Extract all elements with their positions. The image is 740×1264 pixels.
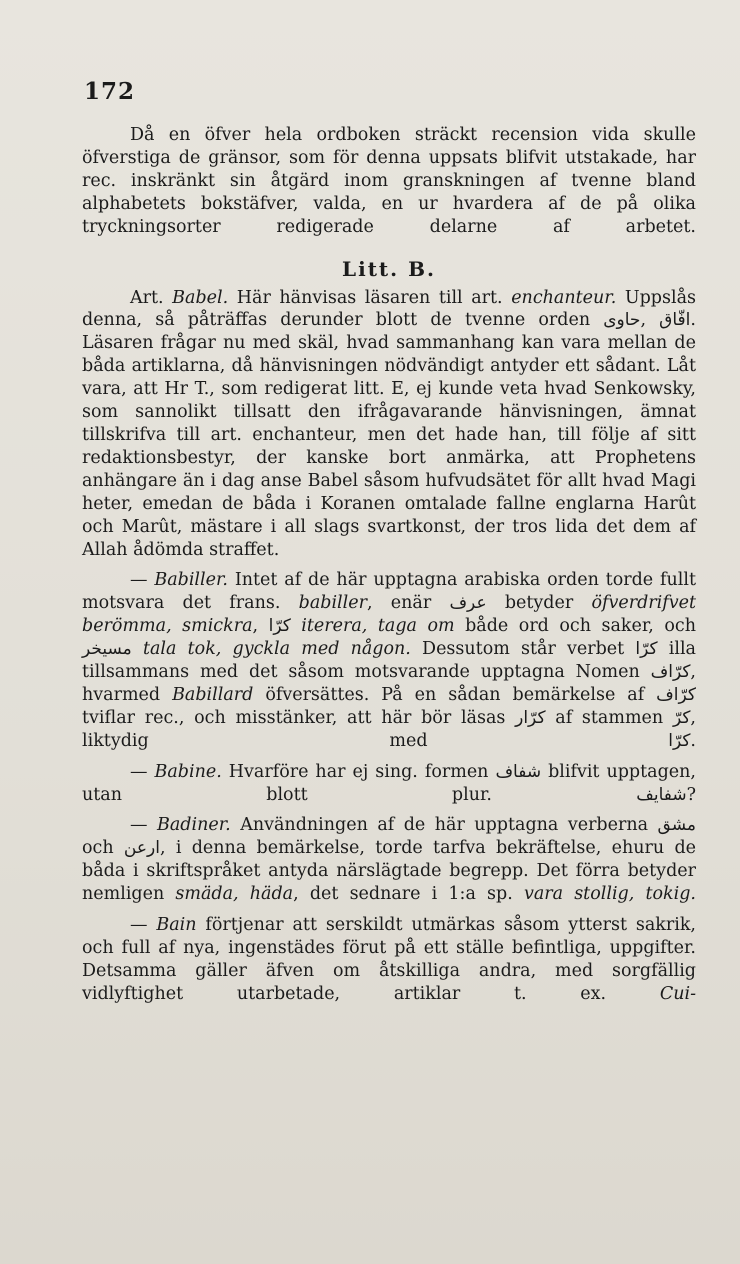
arabic-word: كرّا (668, 730, 691, 751)
arabic-word: كرّ (672, 707, 691, 728)
arabic-word: كرّار (515, 707, 546, 728)
page-number: 172 (84, 78, 136, 105)
term-babiller: Babiller. (154, 570, 228, 591)
section-heading: Litt. B. (342, 256, 436, 281)
arabic-word: مشق (657, 815, 696, 836)
term-babel: Babel. (172, 287, 229, 308)
arabic-word: شفایف (636, 784, 687, 805)
arabic-word: شفاف (495, 761, 542, 782)
term-badiner: Badiner. (156, 815, 231, 836)
arabic-word: كرّاف (650, 662, 691, 683)
entry-bain: — Bain förtjenar att serskildt utmärkas såsom ytterst sakrik, och full af nya, ingenstädes förut på ett ställe befintliga, uppgifter. Detsamma gäller äfven om åtskilliga andra, med sorgfällig vidlyftighet utarbetade, artiklar t. ex. Cui- (82, 915, 696, 1004)
arabic-word: ارعن (123, 838, 160, 859)
entry-babine: — Babine. Hvarföre har ej sing. formen شفاف blifvit upptagen, utan blott plur. شفایف? (82, 761, 696, 805)
intro-paragraph: Då en öfver hela ordboken sträckt recension vida skulle öfverstiga de gränsor, som för denna uppsats blifvit utstakade, har rec. inskränkt sin åtgärd inom granskningen af tvenne bland alphabetets bokstäfver, valda, en ur hvardera af de på olika tryckningsorter redigerade delarne af arbetet. (82, 125, 696, 237)
term-enchanteur: enchanteur. (511, 287, 617, 308)
arabic-word: كرّا (635, 639, 658, 660)
arabic-word: كرّاف (656, 684, 696, 705)
entry-badiner: — Badiner. Användningen af de här upptagna verberna مشق och ارعن, i denna bemärkelse, torde tarfva bekräftelse, ehuru de båda i skriftspråket antyda närslägtade begrepp. Det förra betyder nemligen smäda, häda, det sednare i 1:a sp. vara stollig, tokig. (82, 815, 696, 905)
arabic-word: كرّا (268, 616, 291, 637)
page-text (82, 124, 696, 1006)
arabic-word: افّاق (659, 310, 691, 331)
term-babine: Babine. (154, 761, 222, 782)
entry-babel: Art. Babel. Här hänvisas läsaren till art. enchanteur. Uppslås denna, så påträffas derunder blott de tvenne orden حاوی, افّاق. Läsaren frågar nu med skäl, hvad sammanhang kan vara mellan de båda artiklarna, då hänvisningen nödvändigt antyder ett sådant. Låt vara, att Hr T., som redigerat litt. E, ej kunde veta hvad Senkowsky, som sannolikt tillsatt den ifrågavarande hänvisningen, ämnat tillskrifva till art. enchanteur, men det hade han, till följe af sitt redaktionsbestyr, der kanske bort anmärka, att Prophetens anhängare än i dag anse Babel såsom hufvudsätet för allt hvad Magi heter, emedan de båda i Koranen omtalade fallne englarna Harût och Marût, mästare i all slags svartkonst, der tros lida det dem af Allah ådömda straffet. (82, 287, 696, 560)
arabic-word: حاوی (603, 310, 641, 331)
term-bain: Bain (156, 915, 197, 936)
arabic-word: مسیخر (82, 639, 132, 660)
entry-babiller: — Babiller. Intet af de här upptagna arabiska orden torde fullt motsvara det frans. babiller, enär عرف betyder öfverdrifvet berömma, smickra, كرّا iterera, taga om både ord och saker, och مسیخر tala tok, gyckla med någon. Dessutom står verbet كرّا illa tillsammans med det såsom motsvarande upptagna Nomen كرّاف, hvarmed Babillard öfversättes. På en sådan bemärkelse af كرّاف tviflar rec., och misstänker, att här bör läsas كرّار af stammen كرّ, liktydig med كرّا. (82, 570, 696, 751)
arabic-word: عرف (449, 593, 487, 614)
